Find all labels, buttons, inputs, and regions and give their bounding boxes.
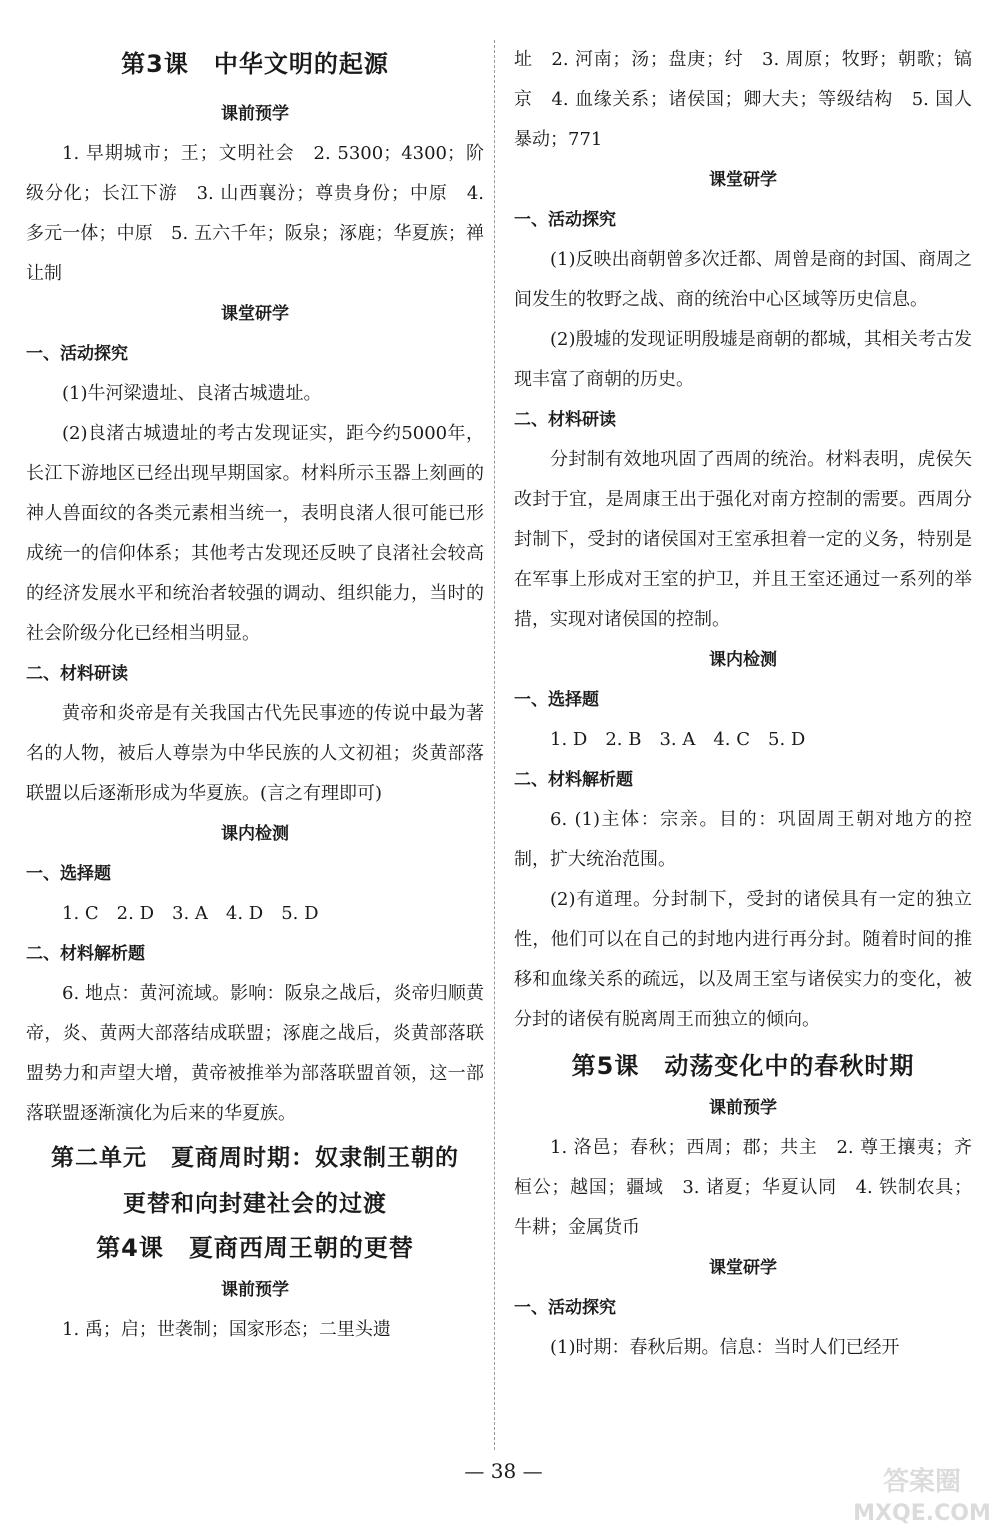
lesson4-pre-study-continued: 址 2. 河南；汤；盘庚；纣 3. 周原；牧野；朝歌；镐京 4. 血缘关系；诸侯国；卿大夫；等级结构 5. 国人暴动；771 bbox=[514, 49, 972, 150]
choice-answers: 1. D 2. B 3. A 4. C 5. D bbox=[550, 729, 806, 750]
lesson5-class-study-heading: 课堂研学 bbox=[709, 1258, 777, 1278]
analysis-heading: 二、材料解析题 bbox=[514, 770, 633, 790]
unit-title-line-1: 第二单元 夏商周时期：奴隶制王朝的 bbox=[51, 1145, 459, 1171]
watermark-logo bbox=[847, 1460, 997, 1528]
lesson4-pre-study-heading: 课前预学 bbox=[221, 1280, 289, 1300]
lesson5-activity-heading: 一、活动探究 bbox=[514, 1298, 616, 1318]
activity-paragraph-1: (1)反映出商朝曾多次迁都、周曾是商的封国、商周之间发生的牧野之战、商的统治中心区域等历史信息。 bbox=[514, 249, 972, 310]
svg-text:答案圈: 答案圈 bbox=[882, 1467, 962, 1497]
analysis-paragraph-2: (2)有道理。分封制下，受封的诸侯具有一定的独立性，他们可以在自己的封地内进行再分封。随着时间的推移和血缘关系的疏远，以及周王室与诸侯实力的变化，被分封的诸侯有脱离周王而独立的倾向。 bbox=[514, 889, 972, 1030]
activity-paragraph-2: (2)殷墟的发现证明殷墟是商朝的都城，其相关考古发现丰富了商朝的历史。 bbox=[514, 329, 972, 390]
lesson5-title: 第5课 动荡变化中的春秋时期 bbox=[571, 1052, 915, 1080]
check-heading: 课内检测 bbox=[221, 824, 289, 844]
pre-study-heading: 课前预学 bbox=[221, 104, 289, 124]
analysis-paragraph-1: 6. (1)主体：宗亲。目的：巩固周王朝对地方的控制，扩大统治范围。 bbox=[514, 809, 972, 870]
analysis-heading: 二、材料解析题 bbox=[26, 944, 145, 964]
unit-title-line-2: 更替和向封建社会的过渡 bbox=[123, 1191, 387, 1217]
material-heading: 二、材料研读 bbox=[514, 410, 616, 430]
analysis-paragraph: 6. 地点：黄河流域。影响：阪泉之战后，炎帝归顺黄帝，炎、黄两大部落结成联盟；涿鹿之战后，炎黄部落联盟势力和声望大增，黄帝被推举为部落联盟首领，这一部落联盟逐渐演化为后来的华夏族。 bbox=[26, 983, 484, 1124]
choice-heading: 一、选择题 bbox=[26, 864, 111, 884]
lesson5-pre-study-heading: 课前预学 bbox=[709, 1098, 777, 1118]
lesson5-activity-paragraph-1: (1)时期：春秋后期。信息：当时人们已经开 bbox=[550, 1337, 900, 1358]
svg-text:MXQE.COM: MXQE.COM bbox=[853, 1501, 991, 1526]
material-paragraph: 分封制有效地巩固了西周的统治。材料表明，虎侯矢改封于宜，是周康王出于强化对南方控制的需要。西周分封制下，受封的诸侯国对王室承担着一定的义务，特别是在军事上形成对王室的护卫，并且王室还通过一系列的举措，实现对诸侯国的控制。 bbox=[514, 449, 972, 630]
activity-heading: 一、活动探究 bbox=[26, 344, 128, 364]
lesson4-pre-study-text: 1. 禹；启；世袭制；国家形态；二里头遗 bbox=[62, 1319, 391, 1340]
pre-study-text: 1. 早期城市；王；文明社会 2. 5300；4300；阶级分化；长江下游 3. 山西襄汾；尊贵身份；中原 4. 多元一体；中原 5. 五六千年；阪泉；涿鹿；华夏族；禅让制 bbox=[26, 143, 484, 284]
class-study-heading: 课堂研学 bbox=[221, 304, 289, 324]
choice-heading: 一、选择题 bbox=[514, 690, 599, 710]
left-column bbox=[26, 40, 484, 1350]
activity-paragraph-1: (1)牛河梁遗址、良渚古城遗址。 bbox=[62, 383, 322, 404]
lesson3-title: 第3课 中华文明的起源 bbox=[121, 50, 389, 78]
lesson5-pre-study-text: 1. 洛邑；春秋；西周；郡；共主 2. 尊王攘夷；齐桓公；越国；疆域 3. 诸夏；华夏认同 4. 铁制农具；牛耕；金属货币 bbox=[514, 1137, 972, 1238]
right-column bbox=[514, 40, 972, 1368]
choice-answers: 1. C 2. D 3. A 4. D 5. D bbox=[62, 903, 319, 924]
page-number: — 38 — bbox=[464, 1459, 543, 1483]
material-paragraph: 黄帝和炎帝是有关我国古代先民事迹的传说中最为著名的人物，被后人尊崇为中华民族的人文初祖；炎黄部落联盟以后逐渐形成为华夏族。(言之有理即可) bbox=[26, 703, 484, 804]
class-study-heading: 课堂研学 bbox=[709, 170, 777, 190]
activity-paragraph-2: (2)良渚古城遗址的考古发现证实，距今约5000年，长江下游地区已经出现早期国家。材料所示玉器上刻画的神人兽面纹的各类元素相当统一，表明良渚人很可能已形成统一的信仰体系；其他考古发现还反映了良渚社会较高的经济发展水平和统治者较强的调动、组织能力，当时的社会阶级分化已经相当明显。 bbox=[26, 423, 484, 644]
material-heading: 二、材料研读 bbox=[26, 664, 128, 684]
lesson4-title: 第4课 夏商西周王朝的更替 bbox=[96, 1234, 414, 1262]
check-heading: 课内检测 bbox=[709, 650, 777, 670]
activity-heading: 一、活动探究 bbox=[514, 210, 616, 230]
column-divider bbox=[494, 40, 495, 1450]
